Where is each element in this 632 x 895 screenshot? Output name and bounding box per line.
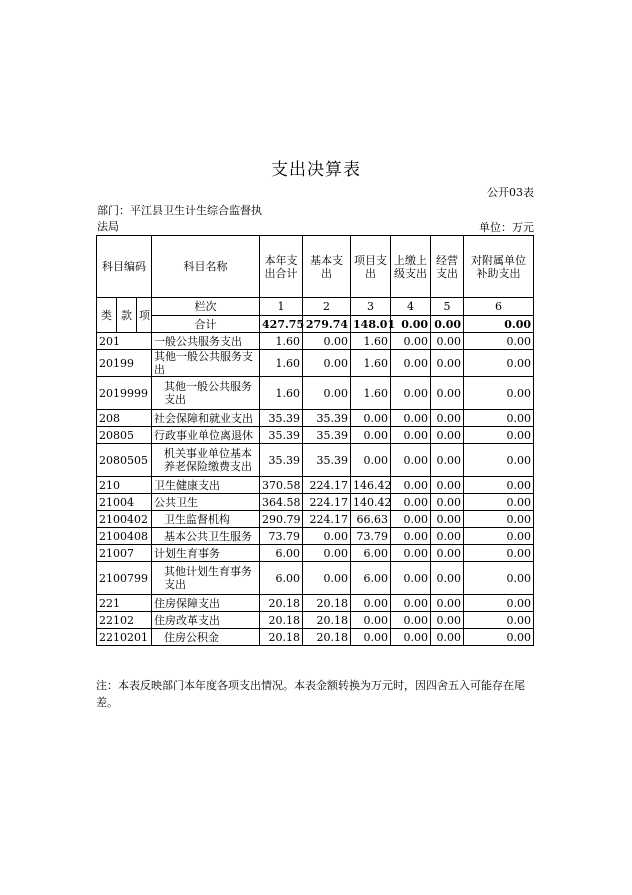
amount-v2: 20.18 <box>303 595 351 612</box>
amount-v3: 0.00 <box>351 410 391 427</box>
amount-v3: 1.60 <box>351 333 391 350</box>
subject-code: 2080505 <box>97 444 152 477</box>
amount-v1: 1.60 <box>260 333 303 350</box>
amount-v2: 0.00 <box>303 545 351 562</box>
total-label: 合计 <box>152 316 260 333</box>
header-lei: 类 <box>97 298 117 333</box>
amount-v3: 0.00 <box>351 444 391 477</box>
header-col2: 基本支出 <box>303 236 351 298</box>
amount-v1: 35.39 <box>260 444 303 477</box>
amount-v1: 1.60 <box>260 350 303 377</box>
table-row <box>97 444 534 477</box>
amount-v4: 0.00 <box>391 612 431 629</box>
amount-v3: 0.00 <box>351 427 391 444</box>
amount-v1: 73.79 <box>260 528 303 545</box>
subject-name: 基本公共卫生服务 <box>152 528 260 545</box>
header-col3: 项目支出 <box>351 236 391 298</box>
amount-v5: 0.00 <box>431 562 464 595</box>
amount-v5: 0.00 <box>431 333 464 350</box>
subject-code: 2100402 <box>97 511 152 528</box>
header-kuan: 款 <box>117 298 137 333</box>
subject-name: 住房改革支出 <box>152 612 260 629</box>
amount-v4: 0.00 <box>391 494 431 511</box>
amount-v6: 0.00 <box>464 494 534 511</box>
amount-v2: 35.39 <box>303 444 351 477</box>
amount-v4: 0.00 <box>391 477 431 494</box>
subject-code: 2210201 <box>97 629 152 646</box>
table-row <box>97 333 534 350</box>
amount-v1: 35.39 <box>260 410 303 427</box>
total-v6: 0.00 <box>464 316 534 333</box>
amount-v5: 0.00 <box>431 410 464 427</box>
amount-v5: 0.00 <box>431 511 464 528</box>
amount-v5: 0.00 <box>431 528 464 545</box>
table-row <box>97 612 534 629</box>
subject-name: 卫生监督机构 <box>152 511 260 528</box>
amount-v2: 35.39 <box>303 427 351 444</box>
subject-name: 其他一般公共服务支出 <box>152 350 260 377</box>
header-subject-name: 科目名称 <box>152 236 260 298</box>
amount-v2: 0.00 <box>303 562 351 595</box>
table-row <box>97 629 534 646</box>
amount-v3: 66.63 <box>351 511 391 528</box>
table-row <box>97 595 534 612</box>
subject-code: 2100799 <box>97 562 152 595</box>
table-row <box>97 377 534 410</box>
amount-v3: 0.00 <box>351 612 391 629</box>
amount-v1: 290.79 <box>260 511 303 528</box>
amount-v6: 0.00 <box>464 612 534 629</box>
header-col5: 经营支出 <box>431 236 464 298</box>
amount-v4: 0.00 <box>391 595 431 612</box>
header-subject-code: 科目编码 <box>97 236 152 298</box>
expenditure-table <box>96 235 534 646</box>
total-v5: 0.00 <box>431 316 464 333</box>
amount-v4: 0.00 <box>391 545 431 562</box>
table-row <box>97 410 534 427</box>
form-number: 公开03表 <box>487 186 534 199</box>
col-number-5: 5 <box>431 298 464 316</box>
amount-v4: 0.00 <box>391 350 431 377</box>
amount-v1: 364.58 <box>260 494 303 511</box>
header-lanci: 栏次 <box>152 298 260 316</box>
column-number-row <box>97 298 534 316</box>
header-col4: 上缴上级支出 <box>391 236 431 298</box>
amount-v1: 20.18 <box>260 629 303 646</box>
amount-v4: 0.00 <box>391 562 431 595</box>
amount-v1: 6.00 <box>260 562 303 595</box>
unit-label: 单位：万元 <box>479 221 534 234</box>
amount-v5: 0.00 <box>431 350 464 377</box>
department-label: 部门：平江县卫生计生综合监督执法局 <box>97 204 262 233</box>
table-row <box>97 545 534 562</box>
subject-code: 221 <box>97 595 152 612</box>
table-row <box>97 350 534 377</box>
amount-v2: 0.00 <box>303 528 351 545</box>
amount-v5: 0.00 <box>431 427 464 444</box>
subject-code: 22102 <box>97 612 152 629</box>
subject-name: 其他计划生育事务支出 <box>152 562 260 595</box>
table-row <box>97 427 534 444</box>
amount-v6: 0.00 <box>464 545 534 562</box>
amount-v5: 0.00 <box>431 477 464 494</box>
amount-v5: 0.00 <box>431 444 464 477</box>
subject-code: 2100408 <box>97 528 152 545</box>
amount-v6: 0.00 <box>464 377 534 410</box>
subject-code: 21004 <box>97 494 152 511</box>
amount-v2: 20.18 <box>303 629 351 646</box>
total-v2: 279.74 <box>303 316 351 333</box>
table-row <box>97 528 534 545</box>
amount-v3: 0.00 <box>351 595 391 612</box>
amount-v3: 0.00 <box>351 629 391 646</box>
amount-v1: 20.18 <box>260 612 303 629</box>
table-row <box>97 562 534 595</box>
page-title: 支出决算表 <box>271 160 361 180</box>
col-number-2: 2 <box>303 298 351 316</box>
amount-v6: 0.00 <box>464 333 534 350</box>
amount-v4: 0.00 <box>391 629 431 646</box>
amount-v4: 0.00 <box>391 410 431 427</box>
col-number-6: 6 <box>464 298 534 316</box>
header-xiang: 项 <box>137 298 152 333</box>
amount-v4: 0.00 <box>391 333 431 350</box>
amount-v4: 0.00 <box>391 377 431 410</box>
subject-name: 一般公共服务支出 <box>152 333 260 350</box>
total-v4: 0.00 <box>391 316 431 333</box>
amount-v5: 0.00 <box>431 494 464 511</box>
amount-v6: 0.00 <box>464 629 534 646</box>
amount-v6: 0.00 <box>464 528 534 545</box>
amount-v2: 0.00 <box>303 350 351 377</box>
amount-v4: 0.00 <box>391 528 431 545</box>
amount-v2: 224.17 <box>303 477 351 494</box>
amount-v3: 1.60 <box>351 350 391 377</box>
subject-code: 21007 <box>97 545 152 562</box>
amount-v4: 0.00 <box>391 511 431 528</box>
total-v3: 148.01 <box>351 316 391 333</box>
amount-v1: 35.39 <box>260 427 303 444</box>
subject-name: 住房保障支出 <box>152 595 260 612</box>
footnote: 注：本表反映部门本年度各项支出情况。本表金额转换为万元时，因四舍五入可能存在尾差。 <box>96 679 525 709</box>
amount-v6: 0.00 <box>464 427 534 444</box>
amount-v1: 20.18 <box>260 595 303 612</box>
amount-v6: 0.00 <box>464 477 534 494</box>
total-v1: 427.75 <box>260 316 303 333</box>
col-number-1: 1 <box>260 298 303 316</box>
amount-v3: 1.60 <box>351 377 391 410</box>
col-number-3: 3 <box>351 298 391 316</box>
total-row <box>97 316 534 333</box>
subject-code: 208 <box>97 410 152 427</box>
header-col1: 本年支出合计 <box>260 236 303 298</box>
amount-v1: 1.60 <box>260 377 303 410</box>
table-row <box>97 477 534 494</box>
amount-v2: 224.17 <box>303 511 351 528</box>
subject-code: 20805 <box>97 427 152 444</box>
amount-v2: 35.39 <box>303 410 351 427</box>
amount-v6: 0.00 <box>464 562 534 595</box>
amount-v3: 73.79 <box>351 528 391 545</box>
amount-v4: 0.00 <box>391 444 431 477</box>
amount-v6: 0.00 <box>464 595 534 612</box>
subject-name: 机关事业单位基本养老保险缴费支出 <box>152 444 260 477</box>
amount-v3: 6.00 <box>351 545 391 562</box>
subject-name: 住房公积金 <box>152 629 260 646</box>
subject-code: 210 <box>97 477 152 494</box>
subject-name: 计划生育事务 <box>152 545 260 562</box>
amount-v6: 0.00 <box>464 444 534 477</box>
table-row <box>97 511 534 528</box>
amount-v5: 0.00 <box>431 629 464 646</box>
amount-v3: 140.42 <box>351 494 391 511</box>
subject-name: 行政事业单位离退休 <box>152 427 260 444</box>
subject-name: 公共卫生 <box>152 494 260 511</box>
subject-name: 社会保障和就业支出 <box>152 410 260 427</box>
subject-code: 201 <box>97 333 152 350</box>
subject-name: 卫生健康支出 <box>152 477 260 494</box>
amount-v3: 146.42 <box>351 477 391 494</box>
amount-v2: 0.00 <box>303 377 351 410</box>
amount-v6: 0.00 <box>464 410 534 427</box>
subject-code: 2019999 <box>97 377 152 410</box>
amount-v2: 224.17 <box>303 494 351 511</box>
amount-v4: 0.00 <box>391 427 431 444</box>
amount-v6: 0.00 <box>464 511 534 528</box>
amount-v2: 20.18 <box>303 612 351 629</box>
amount-v5: 0.00 <box>431 377 464 410</box>
amount-v1: 370.58 <box>260 477 303 494</box>
subject-code: 20199 <box>97 350 152 377</box>
amount-v3: 6.00 <box>351 562 391 595</box>
amount-v5: 0.00 <box>431 595 464 612</box>
amount-v5: 0.00 <box>431 545 464 562</box>
table-row <box>97 494 534 511</box>
amount-v5: 0.00 <box>431 612 464 629</box>
amount-v1: 6.00 <box>260 545 303 562</box>
amount-v6: 0.00 <box>464 350 534 377</box>
header-row <box>97 236 534 298</box>
amount-v2: 0.00 <box>303 333 351 350</box>
col-number-4: 4 <box>391 298 431 316</box>
header-col6: 对附属单位补助支出 <box>464 236 534 298</box>
subject-name: 其他一般公共服务支出 <box>152 377 260 410</box>
